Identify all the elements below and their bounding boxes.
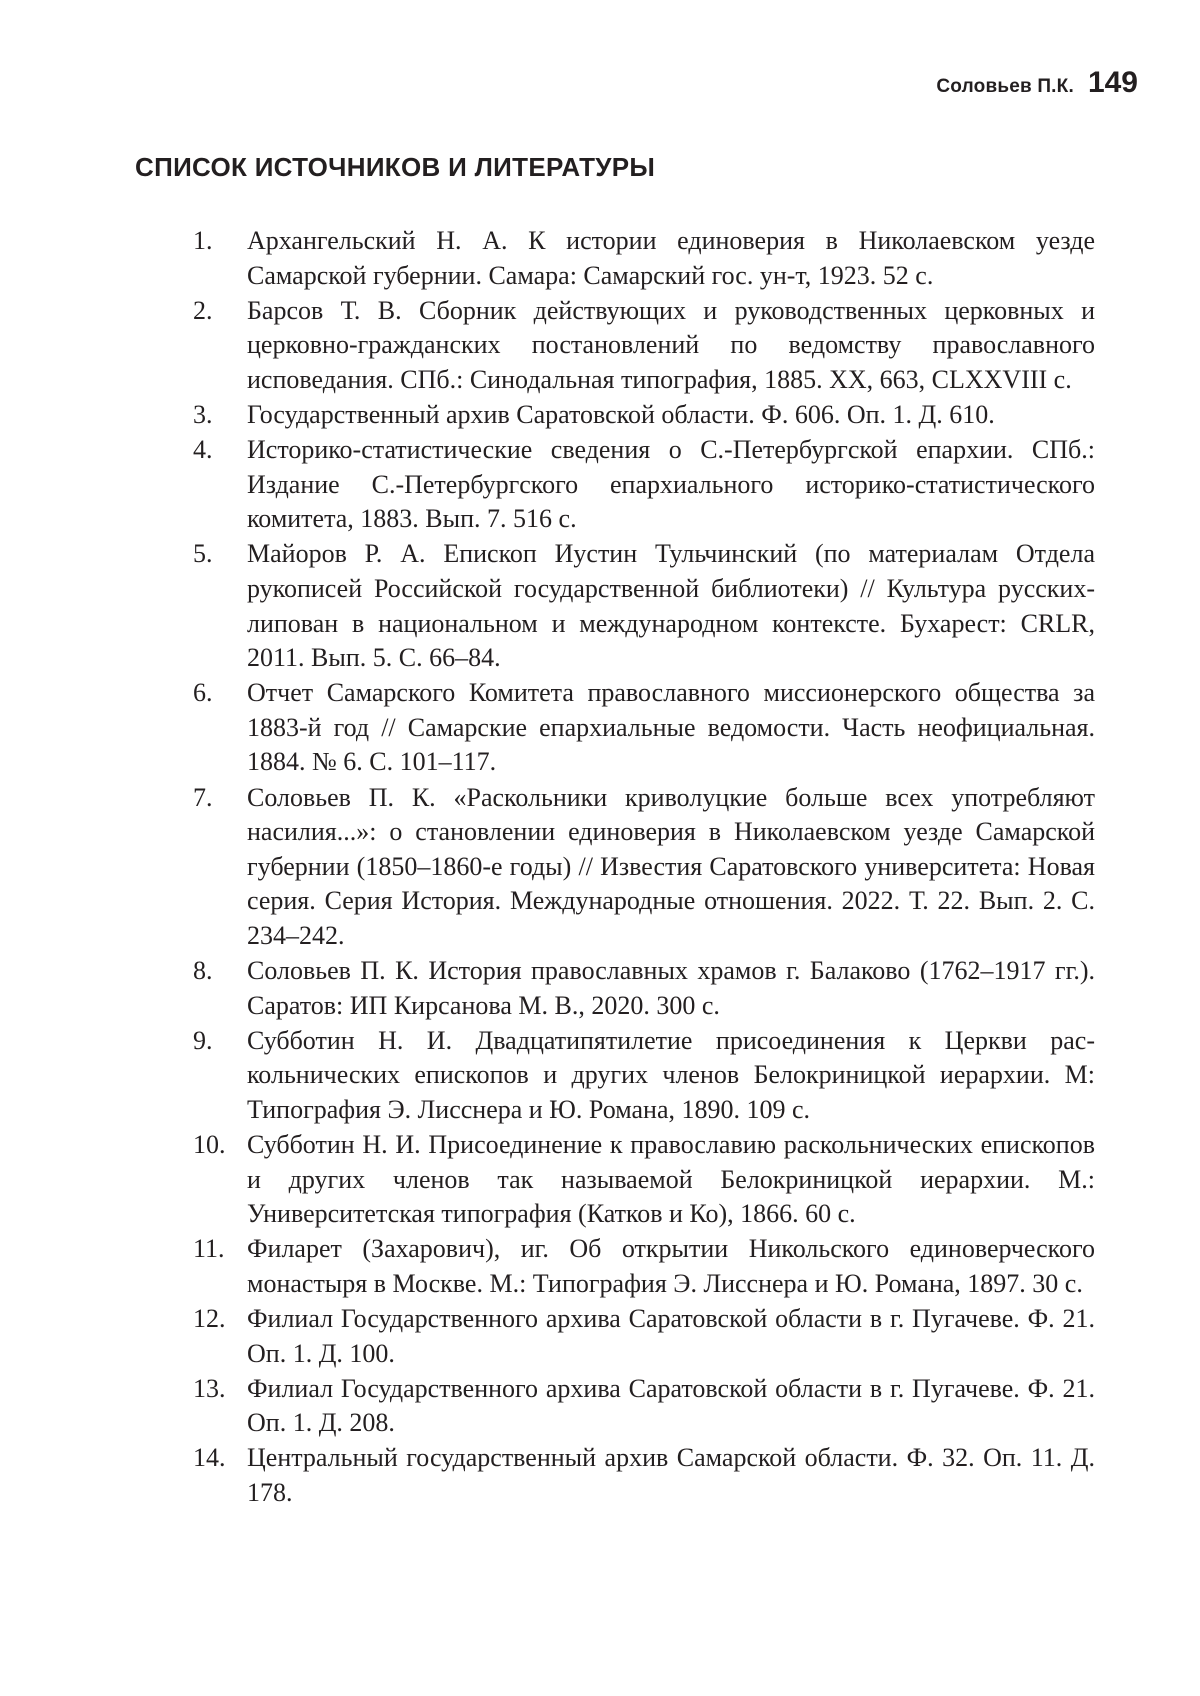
reference-number: 12. — [193, 1303, 226, 1333]
running-head — [936, 66, 1138, 100]
reference-text: Соловьев П. К. История православных храмов г. Балаково (1762–1917 гг.). Саратов: ИП Кирсанова М. В., 2020. 300 с. — [247, 955, 1095, 1020]
reference-text: Государственный архив Саратовской области. Ф. 606. Оп. 1. Д. 610. — [247, 399, 995, 429]
running-head-author: Соловьев П.К. — [936, 76, 1074, 97]
reference-number: 9. — [193, 1025, 213, 1055]
reference-number: 2. — [193, 295, 213, 325]
reference-number: 5. — [193, 539, 213, 569]
reference-text: Филарет (Захарович), иг. Об открытии Никольского единоверческого монастыря в Москве. М.: Типография Э. Лисснера и Ю. Романа, 1897. 30 с. — [247, 1234, 1095, 1298]
reference-number: 6. — [193, 678, 213, 708]
reference-item — [193, 1128, 1095, 1232]
reference-number: 1. — [193, 226, 213, 255]
reference-number: 13. — [193, 1373, 226, 1403]
reference-text: Историко-статистические сведения о С.-Петербургской епархии. СПб.: Издание С.-Петербургского епархиального историко-статистического комитета, 1883. Вып. 7. 516 с. — [247, 435, 1095, 534]
reference-item — [193, 676, 1095, 780]
reference-item — [193, 781, 1095, 954]
reference-number: 4. — [193, 435, 213, 465]
reference-item — [193, 537, 1095, 675]
page-number: 149 — [1087, 66, 1138, 99]
reference-item — [193, 294, 1095, 398]
reference-item — [193, 1372, 1095, 1441]
reference-text: Архангельский Н. А. К истории единоверия в Николаевском уезде Самарской губернии. Самара: Самарский гос. ун-т, 1923. 52 с. — [247, 226, 1095, 290]
reference-list — [193, 224, 1095, 1511]
reference-text: Отчет Самарского Комитета православного миссионерского общества за 1883-й год // Самарские епархиальные ведомости. Часть неофициальная. 1884. № 6. С. 101–117. — [247, 678, 1095, 777]
reference-text: Соловьев П. К. «Раскольники криволуцкие больше всех употребляют насилия...»: о становлении единоверия в Николаевском уезде Самарской губернии (1850–1860-е годы) // Известия Саратовского университета: Новая серия. Серия История. Международные отношения. 2022. Т. 22. Вып. 2. С. 234–242. — [247, 782, 1095, 950]
reference-item — [193, 433, 1095, 537]
reference-text: Майоров Р. А. Епископ Иустин Тульчинский (по материалам Отдела рукописей Российской государственной библиотеки) // Культура русских-липован в национальном и международном контексте. Бухарест: CRLR, 2011. Вып. 5. С. 66–84. — [247, 539, 1095, 673]
reference-item — [193, 954, 1095, 1023]
reference-text: Субботин Н. И. Двадцатипятилетие присоединения к Церкви раскольнических епископов и других членов Белокриницкой иерархии. М: Типография Э. Лисснера и Ю. Романа, 1890. 109 с. — [247, 1025, 1095, 1124]
reference-item — [193, 1024, 1095, 1128]
reference-text: Субботин Н. И. Присоединение к православию раскольнических епископов и других членов так называемой Белокриницкой иерархии. М.: Университетская типография (Катков и Ко), 1866. 60 с. — [247, 1129, 1095, 1229]
reference-item — [193, 398, 1095, 433]
reference-text: Центральный государственный архив Самарской области. Ф. 32. Оп. 11. Д. 178. — [247, 1443, 1095, 1507]
reference-number: 8. — [193, 955, 213, 985]
reference-number: 10. — [193, 1129, 226, 1159]
reference-number: 7. — [193, 782, 213, 812]
reference-item — [193, 224, 1095, 293]
reference-item — [193, 1232, 1095, 1301]
reference-number: 11. — [193, 1234, 225, 1264]
reference-number: 3. — [193, 399, 213, 429]
reference-item — [193, 1302, 1095, 1371]
reference-number: 14. — [193, 1443, 226, 1473]
reference-text: Филиал Государственного архива Саратовской области в г. Пугачеве. Ф. 21. Оп. 1. Д. 100. — [247, 1303, 1095, 1368]
reference-text: Филиал Государственного архива Саратовской области в г. Пугачеве. Ф. 21. Оп. 1. Д. 208. — [247, 1373, 1095, 1438]
reference-item — [193, 1441, 1095, 1510]
section-title: СПИСОК ИСТОЧНИКОВ И ЛИТЕРАТУРЫ — [135, 152, 656, 182]
reference-text: Барсов Т. В. Сборник действующих и руководственных церковных и церковно-гражданских постановлений по ведомству православного исповедания. СПб.: Синодальная типография, 1885. XX, 663, CLXXVIII с. — [247, 295, 1095, 394]
